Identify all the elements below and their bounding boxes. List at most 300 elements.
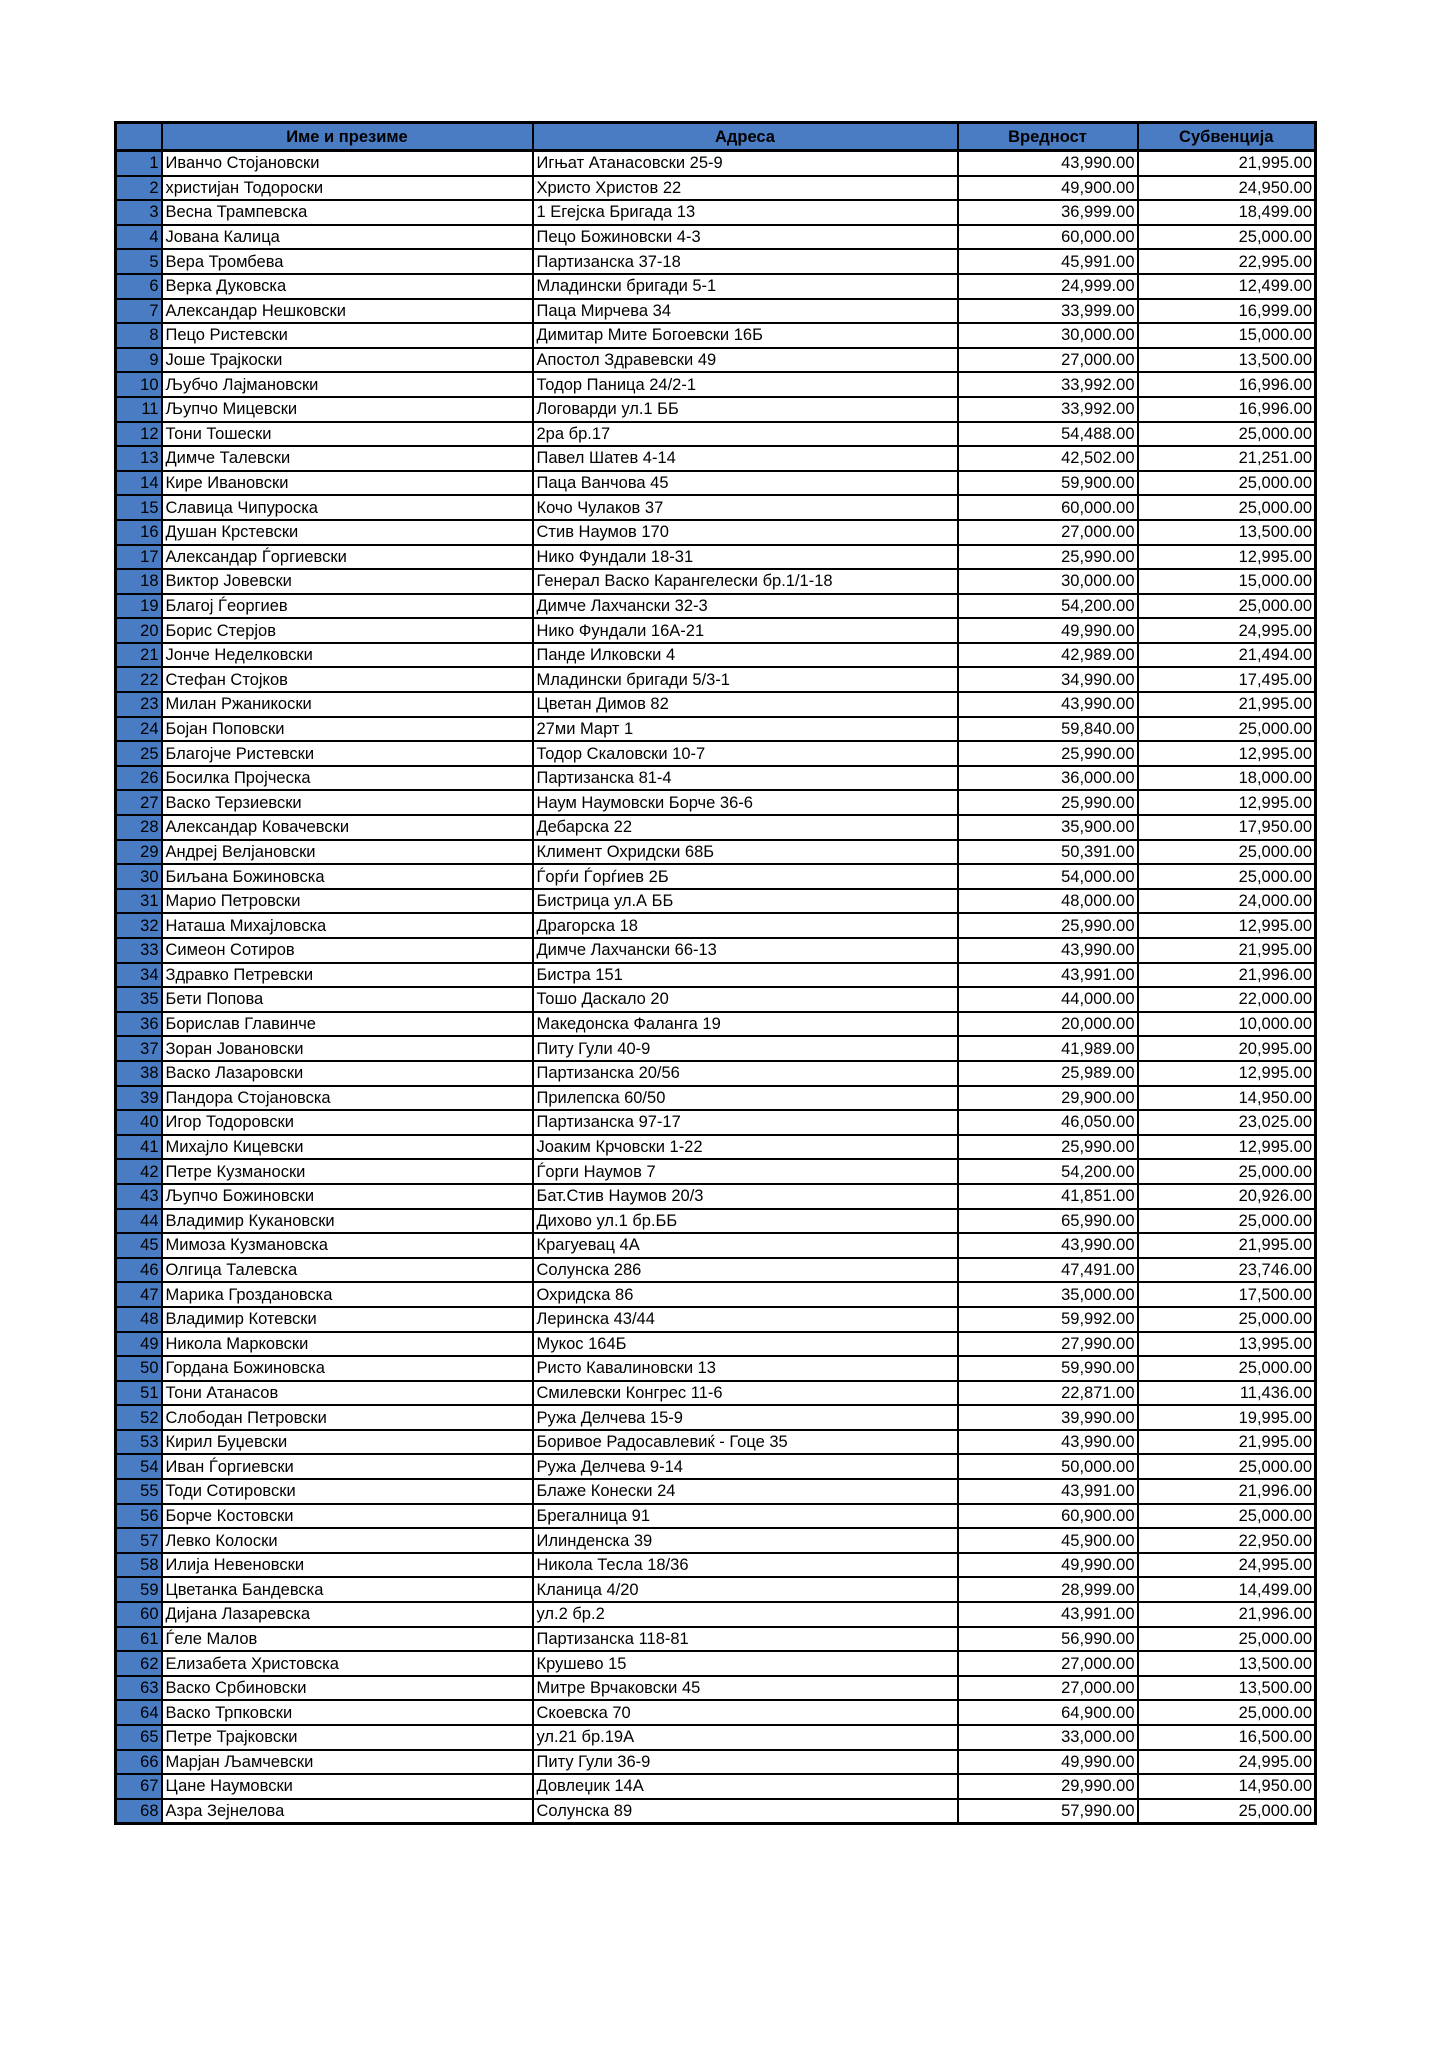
- full-name: Весна Трампевска: [162, 200, 533, 225]
- full-name: Јоше Трајкоски: [162, 348, 533, 373]
- subsidy-amount: 25,000.00: [1138, 1799, 1316, 1824]
- value-amount: 54,200.00: [958, 1159, 1138, 1184]
- full-name: Васко Лазаровски: [162, 1061, 533, 1086]
- table-row: [116, 1332, 1316, 1357]
- row-number: 3: [116, 200, 162, 225]
- value-amount: 27,000.00: [958, 348, 1138, 373]
- full-name: Иванчо Стојановски: [162, 151, 533, 176]
- value-amount: 57,990.00: [958, 1799, 1138, 1824]
- row-number: 60: [116, 1602, 162, 1627]
- value-amount: 43,990.00: [958, 151, 1138, 176]
- full-name: Кирил Буџевски: [162, 1430, 533, 1455]
- full-name: Петре Трајковски: [162, 1725, 533, 1750]
- full-name: Љупчо Божиновски: [162, 1184, 533, 1209]
- value-amount: 34,990.00: [958, 667, 1138, 692]
- value-amount: 25,990.00: [958, 741, 1138, 766]
- table-row: [116, 1061, 1316, 1086]
- address: Митре Врчаковски 45: [533, 1676, 958, 1701]
- full-name: Благојче Ристевски: [162, 741, 533, 766]
- value-amount: 25,990.00: [958, 913, 1138, 938]
- subsidy-amount: 12,995.00: [1138, 790, 1316, 815]
- address: ул.2 бр.2: [533, 1602, 958, 1627]
- row-number: 62: [116, 1651, 162, 1676]
- header-name: Име и презиме: [162, 123, 533, 151]
- table-row: [116, 225, 1316, 250]
- full-name: Слободан Петровски: [162, 1405, 533, 1430]
- row-number: 29: [116, 840, 162, 865]
- value-amount: 33,999.00: [958, 299, 1138, 324]
- address: Леринска 43/44: [533, 1307, 958, 1332]
- subsidy-amount: 14,950.00: [1138, 1774, 1316, 1799]
- value-amount: 54,000.00: [958, 864, 1138, 889]
- table-row: [116, 963, 1316, 988]
- value-amount: 24,999.00: [958, 274, 1138, 299]
- table-row: [116, 151, 1316, 176]
- subsidy-amount: 22,950.00: [1138, 1528, 1316, 1553]
- row-number: 65: [116, 1725, 162, 1750]
- subsidy-amount: 16,996.00: [1138, 372, 1316, 397]
- subsidy-amount: 16,500.00: [1138, 1725, 1316, 1750]
- row-number: 20: [116, 618, 162, 643]
- value-amount: 45,900.00: [958, 1528, 1138, 1553]
- address: Брегалница 91: [533, 1504, 958, 1529]
- full-name: Никола Марковски: [162, 1332, 533, 1357]
- subsidy-amount: 14,499.00: [1138, 1577, 1316, 1602]
- table-row: [116, 1750, 1316, 1775]
- table-row: [116, 323, 1316, 348]
- address: Партизанска 81-4: [533, 766, 958, 791]
- full-name: Владимир Кукановски: [162, 1209, 533, 1234]
- subsidy-amount: 13,500.00: [1138, 348, 1316, 373]
- value-amount: 47,491.00: [958, 1258, 1138, 1283]
- full-name: Душан Крстевски: [162, 520, 533, 545]
- subsidy-amount: 25,000.00: [1138, 422, 1316, 447]
- table-row: [116, 1209, 1316, 1234]
- row-number: 22: [116, 667, 162, 692]
- table-row: [116, 446, 1316, 471]
- table-row: [116, 1233, 1316, 1258]
- full-name: Марика Гроздановска: [162, 1282, 533, 1307]
- subsidy-amount: 17,950.00: [1138, 815, 1316, 840]
- address: Ѓорги Наумов 7: [533, 1159, 958, 1184]
- full-name: Александар Нешковски: [162, 299, 533, 324]
- full-name: Васко Трпковски: [162, 1700, 533, 1725]
- full-name: Олгица Талевска: [162, 1258, 533, 1283]
- table-row: [116, 987, 1316, 1012]
- row-number: 27: [116, 790, 162, 815]
- table-row: [116, 643, 1316, 668]
- full-name: Борислав Главинче: [162, 1012, 533, 1037]
- address: Климент Охридски 68Б: [533, 840, 958, 865]
- value-amount: 49,990.00: [958, 618, 1138, 643]
- full-name: Марио Петровски: [162, 889, 533, 914]
- full-name: Андреј Велјановски: [162, 840, 533, 865]
- table-row: [116, 422, 1316, 447]
- table-row: [116, 815, 1316, 840]
- row-number: 47: [116, 1282, 162, 1307]
- row-number: 58: [116, 1553, 162, 1578]
- full-name: христијан Тодороски: [162, 176, 533, 201]
- full-name: Борче Костовски: [162, 1504, 533, 1529]
- address: Панде Илковски 4: [533, 643, 958, 668]
- row-number: 52: [116, 1405, 162, 1430]
- full-name: Бојан Поповски: [162, 717, 533, 742]
- table-row: [116, 1135, 1316, 1160]
- address: Апостол Здравевски 49: [533, 348, 958, 373]
- table-row: [116, 692, 1316, 717]
- table-row: [116, 1725, 1316, 1750]
- row-number: 13: [116, 446, 162, 471]
- value-amount: 60,000.00: [958, 495, 1138, 520]
- value-amount: 22,871.00: [958, 1381, 1138, 1406]
- address: Партизанска 97-17: [533, 1110, 958, 1135]
- row-number: 19: [116, 594, 162, 619]
- row-number: 10: [116, 372, 162, 397]
- full-name: Босилка Пројческа: [162, 766, 533, 791]
- full-name: Борис Стерјов: [162, 618, 533, 643]
- row-number: 26: [116, 766, 162, 791]
- full-name: Зоран Јовановски: [162, 1036, 533, 1061]
- row-number: 44: [116, 1209, 162, 1234]
- full-name: Михајло Кицевски: [162, 1135, 533, 1160]
- value-amount: 54,488.00: [958, 422, 1138, 447]
- address: 2ра бр.17: [533, 422, 958, 447]
- full-name: Марјан Љамчевски: [162, 1750, 533, 1775]
- subsidy-amount: 21,996.00: [1138, 963, 1316, 988]
- subsidy-amount: 12,995.00: [1138, 913, 1316, 938]
- value-amount: 60,000.00: [958, 225, 1138, 250]
- row-number: 7: [116, 299, 162, 324]
- subsidy-amount: 20,926.00: [1138, 1184, 1316, 1209]
- address: Пецо Божиновски 4-3: [533, 225, 958, 250]
- address: Крагуевац 4А: [533, 1233, 958, 1258]
- value-amount: 50,391.00: [958, 840, 1138, 865]
- row-number: 42: [116, 1159, 162, 1184]
- value-amount: 25,990.00: [958, 1135, 1138, 1160]
- address: Стив Наумов 170: [533, 520, 958, 545]
- full-name: Љупчо Мицевски: [162, 397, 533, 422]
- address: Јоаким Крчовски 1-22: [533, 1135, 958, 1160]
- row-number: 56: [116, 1504, 162, 1529]
- address: Нико Фундали 16А-21: [533, 618, 958, 643]
- table-row: [116, 1036, 1316, 1061]
- row-number: 6: [116, 274, 162, 299]
- row-number: 5: [116, 249, 162, 274]
- row-number: 66: [116, 1750, 162, 1775]
- full-name: Бети Попова: [162, 987, 533, 1012]
- row-number: 9: [116, 348, 162, 373]
- address: Охридска 86: [533, 1282, 958, 1307]
- address: Паца Мирчева 34: [533, 299, 958, 324]
- full-name: Цветанка Бандевска: [162, 1577, 533, 1602]
- value-amount: 65,990.00: [958, 1209, 1138, 1234]
- value-amount: 64,900.00: [958, 1700, 1138, 1725]
- table-row: [116, 913, 1316, 938]
- subsidy-amount: 24,995.00: [1138, 1553, 1316, 1578]
- table-row: [116, 1553, 1316, 1578]
- table-row: [116, 1528, 1316, 1553]
- table-row: [116, 717, 1316, 742]
- subsidy-amount: 25,000.00: [1138, 1454, 1316, 1479]
- address: Нико Фундали 18-31: [533, 545, 958, 570]
- subsidy-amount: 20,995.00: [1138, 1036, 1316, 1061]
- subsidy-amount: 15,000.00: [1138, 323, 1316, 348]
- subsidy-amount: 25,000.00: [1138, 471, 1316, 496]
- value-amount: 43,991.00: [958, 1479, 1138, 1504]
- value-amount: 60,900.00: [958, 1504, 1138, 1529]
- address: Павел Шатев 4-14: [533, 446, 958, 471]
- row-number: 39: [116, 1086, 162, 1111]
- full-name: Дијана Лазаревска: [162, 1602, 533, 1627]
- value-amount: 29,900.00: [958, 1086, 1138, 1111]
- subsidy-amount: 10,000.00: [1138, 1012, 1316, 1037]
- table-row: [116, 1602, 1316, 1627]
- row-number: 64: [116, 1700, 162, 1725]
- table-row: [116, 200, 1316, 225]
- subsidy-amount: 25,000.00: [1138, 225, 1316, 250]
- subsidy-amount: 12,499.00: [1138, 274, 1316, 299]
- subsidy-amount: 25,000.00: [1138, 717, 1316, 742]
- subsidy-amount: 25,000.00: [1138, 594, 1316, 619]
- address: Дихово ул.1 бр.ББ: [533, 1209, 958, 1234]
- subsidy-amount: 24,995.00: [1138, 1750, 1316, 1775]
- value-amount: 20,000.00: [958, 1012, 1138, 1037]
- subsidy-amount: 25,000.00: [1138, 840, 1316, 865]
- subsidy-amount: 25,000.00: [1138, 1307, 1316, 1332]
- subsidy-amount: 18,000.00: [1138, 766, 1316, 791]
- row-number: 32: [116, 913, 162, 938]
- address: Ружа Делчева 15-9: [533, 1405, 958, 1430]
- full-name: Тони Тошески: [162, 422, 533, 447]
- value-amount: 27,990.00: [958, 1332, 1138, 1357]
- table-row: [116, 1504, 1316, 1529]
- subsidy-amount: 22,000.00: [1138, 987, 1316, 1012]
- full-name: Левко Колоски: [162, 1528, 533, 1553]
- row-number: 48: [116, 1307, 162, 1332]
- row-number: 54: [116, 1454, 162, 1479]
- table-row: [116, 176, 1316, 201]
- table-row: [116, 741, 1316, 766]
- value-amount: 36,000.00: [958, 766, 1138, 791]
- address: Боривое Радосавлевиќ - Гоце 35: [533, 1430, 958, 1455]
- full-name: Вера Тромбева: [162, 249, 533, 274]
- row-number: 49: [116, 1332, 162, 1357]
- table-row: [116, 1577, 1316, 1602]
- full-name: Васко Србиновски: [162, 1676, 533, 1701]
- address: Македонска Фаланга 19: [533, 1012, 958, 1037]
- full-name: Игор Тодоровски: [162, 1110, 533, 1135]
- row-number: 36: [116, 1012, 162, 1037]
- table-row: [116, 1258, 1316, 1283]
- subsidy-amount: 25,000.00: [1138, 1504, 1316, 1529]
- table-row: [116, 1405, 1316, 1430]
- table-row: [116, 1799, 1316, 1824]
- address: ул.21 бр.19А: [533, 1725, 958, 1750]
- value-amount: 30,000.00: [958, 323, 1138, 348]
- table-row: [116, 766, 1316, 791]
- subsidy-amount: 21,995.00: [1138, 692, 1316, 717]
- value-amount: 30,000.00: [958, 569, 1138, 594]
- full-name: Ѓеле Малов: [162, 1627, 533, 1652]
- value-amount: 39,990.00: [958, 1405, 1138, 1430]
- address: Кланица 4/20: [533, 1577, 958, 1602]
- full-name: Васко Терзиевски: [162, 790, 533, 815]
- subsidy-amount: 19,995.00: [1138, 1405, 1316, 1430]
- row-number: 11: [116, 397, 162, 422]
- full-name: Јована Калица: [162, 225, 533, 250]
- value-amount: 56,990.00: [958, 1627, 1138, 1652]
- row-number: 45: [116, 1233, 162, 1258]
- subsidy-amount: 17,495.00: [1138, 667, 1316, 692]
- table-row: [116, 1159, 1316, 1184]
- subsidy-amount: 13,500.00: [1138, 520, 1316, 545]
- header-number: [116, 123, 162, 151]
- address: Питу Гули 36-9: [533, 1750, 958, 1775]
- value-amount: 43,990.00: [958, 692, 1138, 717]
- table-row: [116, 1627, 1316, 1652]
- table-row: [116, 1774, 1316, 1799]
- subsidy-amount: 25,000.00: [1138, 1627, 1316, 1652]
- full-name: Благој Ѓеоргиев: [162, 594, 533, 619]
- value-amount: 27,000.00: [958, 1651, 1138, 1676]
- subsidy-amount: 21,995.00: [1138, 1233, 1316, 1258]
- row-number: 67: [116, 1774, 162, 1799]
- subsidy-amount: 13,500.00: [1138, 1676, 1316, 1701]
- table-row: [116, 1700, 1316, 1725]
- subsidy-amount: 23,025.00: [1138, 1110, 1316, 1135]
- row-number: 4: [116, 225, 162, 250]
- address: Кочо Чулаков 37: [533, 495, 958, 520]
- address: Питу Гули 40-9: [533, 1036, 958, 1061]
- value-amount: 44,000.00: [958, 987, 1138, 1012]
- row-number: 51: [116, 1381, 162, 1406]
- table-row: [116, 348, 1316, 373]
- subsidy-amount: 11,436.00: [1138, 1381, 1316, 1406]
- value-amount: 54,200.00: [958, 594, 1138, 619]
- subsidy-amount: 21,995.00: [1138, 938, 1316, 963]
- address: Бат.Стив Наумов 20/3: [533, 1184, 958, 1209]
- address: Ристо Кавалиновски 13: [533, 1356, 958, 1381]
- value-amount: 35,000.00: [958, 1282, 1138, 1307]
- subsidy-amount: 16,996.00: [1138, 397, 1316, 422]
- row-number: 17: [116, 545, 162, 570]
- row-number: 34: [116, 963, 162, 988]
- full-name: Александар Ѓоргиевски: [162, 545, 533, 570]
- subsidy-amount: 22,995.00: [1138, 249, 1316, 274]
- table-row: [116, 569, 1316, 594]
- full-name: Илија Невеновски: [162, 1553, 533, 1578]
- address: Бистра 151: [533, 963, 958, 988]
- subsidy-amount: 25,000.00: [1138, 864, 1316, 889]
- table-row: [116, 1676, 1316, 1701]
- address: Ѓорѓи Ѓорѓиев 2Б: [533, 864, 958, 889]
- row-number: 41: [116, 1135, 162, 1160]
- value-amount: 42,502.00: [958, 446, 1138, 471]
- table-row: [116, 1307, 1316, 1332]
- value-amount: 59,900.00: [958, 471, 1138, 496]
- subsidy-amount: 21,996.00: [1138, 1479, 1316, 1504]
- value-amount: 33,992.00: [958, 397, 1138, 422]
- row-number: 31: [116, 889, 162, 914]
- full-name: Петре Кузманоски: [162, 1159, 533, 1184]
- full-name: Љубчо Лајмановски: [162, 372, 533, 397]
- subsidy-amount: 25,000.00: [1138, 1700, 1316, 1725]
- address: Младински бригади 5-1: [533, 274, 958, 299]
- address: Наум Наумовски Борче 36-6: [533, 790, 958, 815]
- subsidy-amount: 17,500.00: [1138, 1282, 1316, 1307]
- row-number: 25: [116, 741, 162, 766]
- row-number: 63: [116, 1676, 162, 1701]
- row-number: 16: [116, 520, 162, 545]
- address: Партизанска 118-81: [533, 1627, 958, 1652]
- table-row: [116, 372, 1316, 397]
- row-number: 24: [116, 717, 162, 742]
- subsidy-amount: 18,499.00: [1138, 200, 1316, 225]
- address: Димче Лахчански 32-3: [533, 594, 958, 619]
- table-row: [116, 864, 1316, 889]
- subsidy-amount: 24,995.00: [1138, 618, 1316, 643]
- full-name: Владимир Котевски: [162, 1307, 533, 1332]
- value-amount: 25,989.00: [958, 1061, 1138, 1086]
- subsidy-amount: 15,000.00: [1138, 569, 1316, 594]
- header-row: [116, 123, 1316, 151]
- subsidy-amount: 21,494.00: [1138, 643, 1316, 668]
- full-name: Тони Атанасов: [162, 1381, 533, 1406]
- row-number: 40: [116, 1110, 162, 1135]
- row-number: 12: [116, 422, 162, 447]
- full-name: Јонче Неделковски: [162, 643, 533, 668]
- address: Тодор Скаловски 10-7: [533, 741, 958, 766]
- row-number: 57: [116, 1528, 162, 1553]
- row-number: 68: [116, 1799, 162, 1824]
- subsidy-amount: 12,995.00: [1138, 545, 1316, 570]
- subsidy-amount: 13,995.00: [1138, 1332, 1316, 1357]
- address: Илинденска 39: [533, 1528, 958, 1553]
- row-number: 30: [116, 864, 162, 889]
- subsidy-amount: 21,995.00: [1138, 151, 1316, 176]
- subsidy-amount: 25,000.00: [1138, 1159, 1316, 1184]
- row-number: 28: [116, 815, 162, 840]
- subsidy-amount: 24,000.00: [1138, 889, 1316, 914]
- address: Мукос 164Б: [533, 1332, 958, 1357]
- full-name: Наташа Михајловска: [162, 913, 533, 938]
- full-name: Гордана Божиновска: [162, 1356, 533, 1381]
- full-name: Мимоза Кузмановска: [162, 1233, 533, 1258]
- table-row: [116, 618, 1316, 643]
- table-body: [116, 151, 1316, 1824]
- full-name: Елизабета Христовска: [162, 1651, 533, 1676]
- row-number: 50: [116, 1356, 162, 1381]
- table-row: [116, 1012, 1316, 1037]
- subsidy-amount: 24,950.00: [1138, 176, 1316, 201]
- row-number: 15: [116, 495, 162, 520]
- address: Блаже Конески 24: [533, 1479, 958, 1504]
- row-number: 53: [116, 1430, 162, 1455]
- table-row: [116, 594, 1316, 619]
- row-number: 37: [116, 1036, 162, 1061]
- subsidy-amount: 25,000.00: [1138, 1356, 1316, 1381]
- full-name: Симеон Сотиров: [162, 938, 533, 963]
- full-name: Александар Ковачевски: [162, 815, 533, 840]
- value-amount: 36,999.00: [958, 200, 1138, 225]
- address: Смилевски Конгрес 11-6: [533, 1381, 958, 1406]
- table-row: [116, 840, 1316, 865]
- subsidy-amount: 23,746.00: [1138, 1258, 1316, 1283]
- table-row: [116, 495, 1316, 520]
- header-subsidy: Субвенција: [1138, 123, 1316, 151]
- table-row: [116, 1430, 1316, 1455]
- address: Солунска 286: [533, 1258, 958, 1283]
